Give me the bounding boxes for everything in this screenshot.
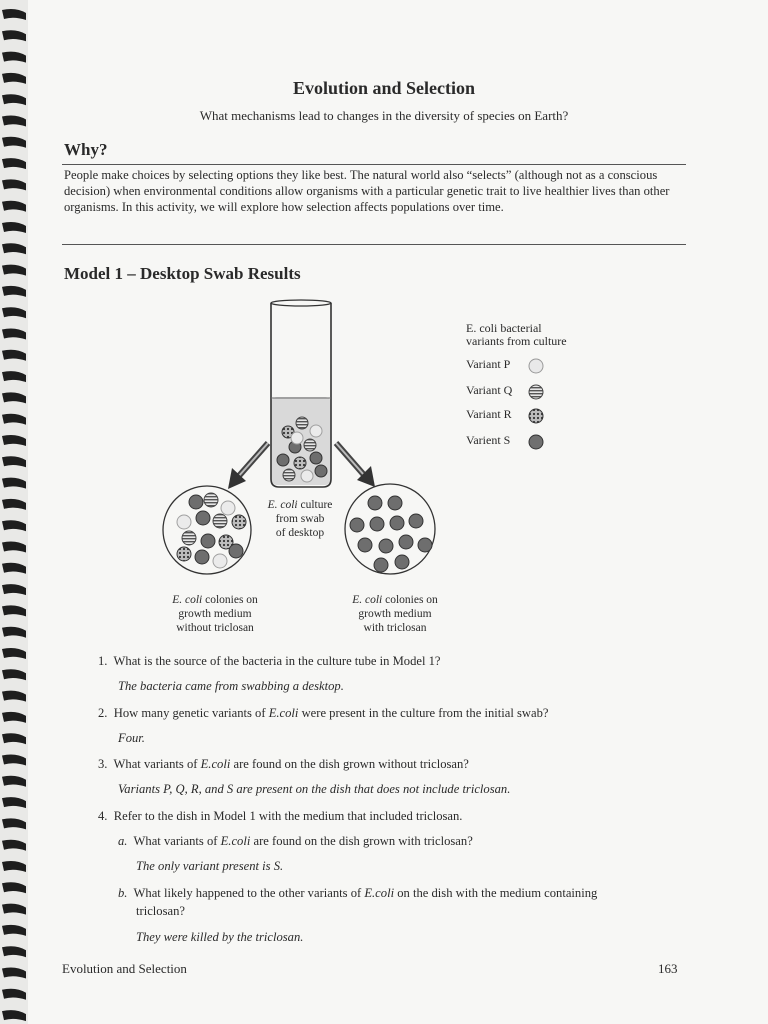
- spiral-binding: [0, 0, 30, 1024]
- spiral-coil: [2, 243, 26, 254]
- variant-q-icon: [528, 384, 544, 400]
- answer-2: Four.: [118, 731, 145, 745]
- right-colony-S: [370, 517, 384, 531]
- spiral-coil: [2, 712, 26, 723]
- spiral-coil: [2, 201, 26, 212]
- right-colony-S: [418, 538, 432, 552]
- right-colony-S: [350, 518, 364, 532]
- spiral-coil: [2, 563, 26, 574]
- spiral-coil: [2, 904, 26, 915]
- right-colony-S: [395, 555, 409, 569]
- spiral-coil: [2, 179, 26, 190]
- right-colony-S: [409, 514, 423, 528]
- left-colony-S: [195, 550, 209, 564]
- left-colony-P: [213, 554, 227, 568]
- left-colony-S: [201, 534, 215, 548]
- why-bottom-rule: [62, 244, 686, 245]
- arrow-left: [228, 443, 268, 489]
- tube-colony-Q: [296, 417, 308, 429]
- legend-variant-r: Variant R: [466, 407, 512, 422]
- left-colony-S: [229, 544, 243, 558]
- left-colony-S: [189, 495, 203, 509]
- spiral-coil: [2, 392, 26, 403]
- spiral-coil: [2, 222, 26, 233]
- left-colony-Q: [204, 493, 218, 507]
- tube-colony-S: [277, 454, 289, 466]
- spiral-coil: [2, 925, 26, 936]
- left-colony-P: [221, 501, 235, 515]
- answer-1: The bacteria came from swabbing a desktop.: [118, 679, 344, 693]
- tube-colony-P: [291, 432, 303, 444]
- right-colony-S: [368, 496, 382, 510]
- spiral-coil: [2, 946, 26, 957]
- spiral-coil: [2, 627, 26, 638]
- why-top-rule: [62, 164, 686, 165]
- model-heading: Model 1 – Desktop Swab Results: [64, 264, 301, 283]
- spiral-coil: [2, 9, 26, 20]
- right-colony-S: [399, 535, 413, 549]
- page-subtitle: What mechanisms lead to changes in the diversity of species on Earth?: [199, 108, 569, 123]
- spiral-coil: [2, 520, 26, 531]
- tube-caption: E. coli culture from swab of desktop: [267, 499, 333, 539]
- legend-variant-q: Variant Q: [466, 383, 512, 398]
- spiral-coil: [2, 52, 26, 63]
- spiral-coil: [2, 329, 26, 340]
- spiral-coil: [2, 605, 26, 616]
- question-1: 1. What is the source of the bacteria in the culture tube in Model 1?: [98, 654, 441, 668]
- spiral-coil: [2, 542, 26, 553]
- why-paragraph: People make choices by selecting options they like best. The natural world also “selects” (although not as a conscious decision) when environmental conditions allow organisms with a particular genetic trait to live healthier lives than other organisms. In this activity, we will explore how selection affects populations over time.: [64, 168, 670, 214]
- page-number: 163: [658, 961, 678, 976]
- left-colony-R: [177, 547, 191, 561]
- variant-r-icon: [528, 408, 544, 424]
- legend-title-line2: variants from culture: [466, 334, 567, 348]
- tube-colony-S: [315, 465, 327, 477]
- spiral-coil: [2, 882, 26, 893]
- right-dish-caption: E. coli colonies on growth medium with triclosan: [352, 594, 438, 634]
- spiral-coil: [2, 989, 26, 1000]
- spiral-coil: [2, 499, 26, 510]
- left-colony-Q: [182, 531, 196, 545]
- spiral-coil: [2, 861, 26, 872]
- right-colony-S: [390, 516, 404, 530]
- spiral-coil: [2, 968, 26, 979]
- why-heading: Why?: [64, 140, 108, 159]
- question-2: 2. How many genetic variants of E.coli were present in the culture from the initial swab?: [98, 706, 549, 720]
- arrow-right: [336, 443, 375, 487]
- spiral-coil: [2, 648, 26, 659]
- spiral-coil: [2, 755, 26, 766]
- spiral-coil: [2, 776, 26, 787]
- question-4a: a. What variants of E.coli are found on the dish grown with triclosan?: [118, 834, 473, 848]
- spiral-coil: [2, 1010, 26, 1021]
- left-colony-R: [232, 515, 246, 529]
- spiral-coil: [2, 137, 26, 148]
- left-dish-caption: E. coli colonies on growth medium without triclosan: [172, 594, 258, 634]
- right-colony-S: [388, 496, 402, 510]
- spiral-coil: [2, 371, 26, 382]
- left-colony-S: [196, 511, 210, 525]
- footer-title: Evolution and Selection: [62, 961, 187, 976]
- answer-3: Variants P, Q, R, and S are present on the dish that does not include triclosan.: [118, 782, 511, 796]
- spiral-coil: [2, 797, 26, 808]
- question-4b-line2: triclosan?: [136, 904, 185, 918]
- spiral-coil: [2, 584, 26, 595]
- spiral-coil: [2, 818, 26, 829]
- spiral-coil: [2, 669, 26, 680]
- spiral-coil: [2, 307, 26, 318]
- model-diagram: [150, 295, 450, 595]
- tube-colony-P: [301, 470, 313, 482]
- spiral-coil: [2, 733, 26, 744]
- legend-title-line1: E. coli bacterial: [466, 321, 542, 335]
- left-colony-Q: [213, 514, 227, 528]
- spiral-coil: [2, 265, 26, 276]
- spiral-coil: [2, 286, 26, 297]
- tube-colony-Q: [304, 439, 316, 451]
- tube-colony-S: [310, 452, 322, 464]
- spiral-coil: [2, 350, 26, 361]
- spiral-coil: [2, 30, 26, 41]
- spiral-coil: [2, 478, 26, 489]
- spiral-coil: [2, 691, 26, 702]
- tube-colony-R: [294, 457, 306, 469]
- question-4: 4. Refer to the dish in Model 1 with the medium that included triclosan.: [98, 809, 463, 823]
- legend-variant-s: Varient S: [466, 433, 510, 448]
- legend-variant-p: Variant P: [466, 357, 510, 372]
- right-colony-S: [358, 538, 372, 552]
- left-colony-P: [177, 515, 191, 529]
- question-4b: b. What likely happened to the other variants of E.coli on the dish with the medium containing: [118, 886, 598, 900]
- page-title: Evolution and Selection: [292, 78, 476, 98]
- variant-s-icon: [528, 434, 544, 450]
- spiral-coil: [2, 414, 26, 425]
- tube-colony-P: [310, 425, 322, 437]
- spiral-coil: [2, 456, 26, 467]
- right-colony-S: [379, 539, 393, 553]
- spiral-coil: [2, 435, 26, 446]
- answer-4a: The only variant present is S.: [136, 859, 284, 873]
- right-colony-S: [374, 558, 388, 572]
- variant-p-icon: [528, 358, 544, 374]
- spiral-coil: [2, 158, 26, 169]
- answer-4b: They were killed by the triclosan.: [136, 930, 304, 944]
- tube-colony-Q: [283, 469, 295, 481]
- question-3: 3. What variants of E.coli are found on the dish grown without triclosan?: [98, 757, 469, 771]
- variant-legend: [466, 322, 567, 348]
- spiral-coil: [2, 840, 26, 851]
